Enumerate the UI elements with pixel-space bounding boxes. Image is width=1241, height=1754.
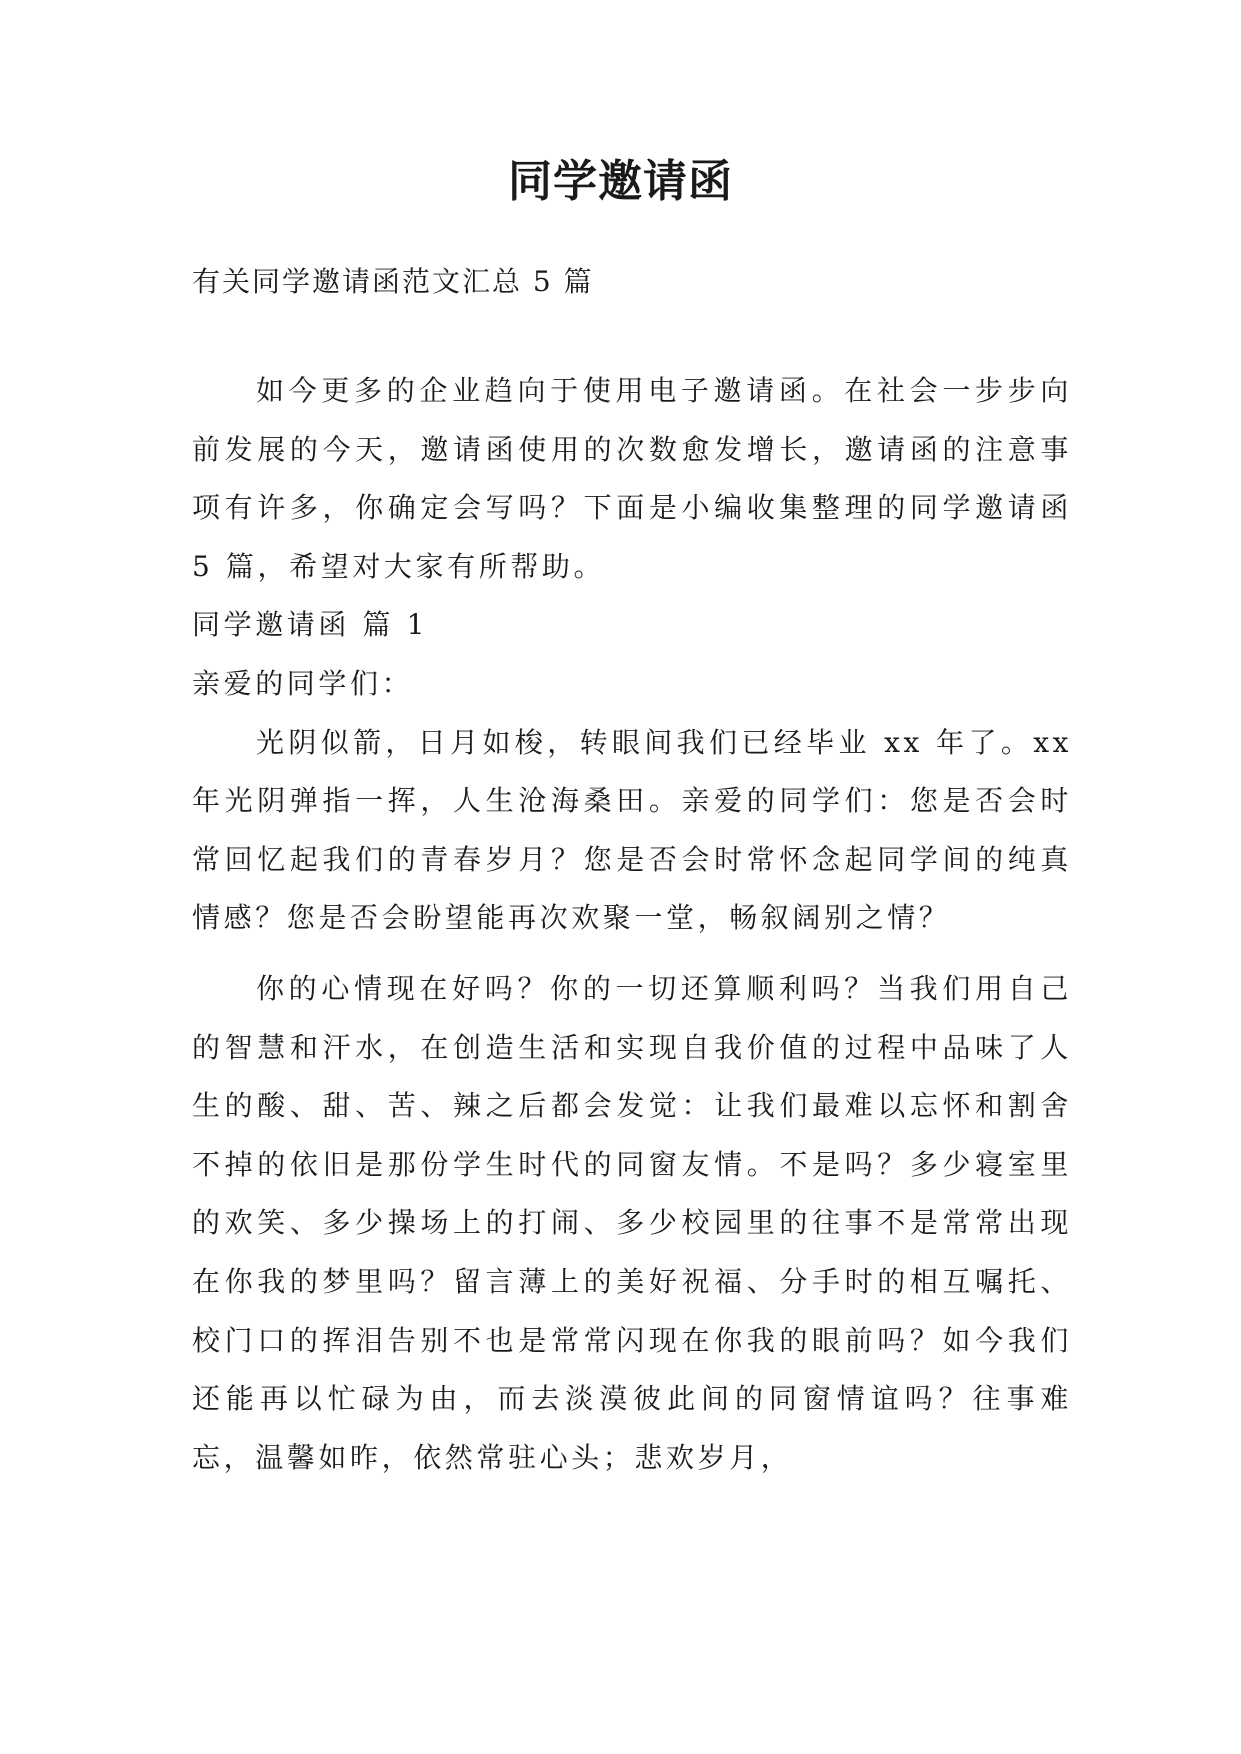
document-title: 同学邀请函 xyxy=(508,156,733,207)
body-paragraph-1: 光阴似箭，日月如梭，转眼间我们已经毕业 xx 年了。xx 年光阴弹指一挥，人生沧海桑田。亲爱的同学们：您是否会时常回忆起我们的青春岁月？您是否会时常怀念起同学间的纯真情感？您是否会盼望能再次欢聚一堂，畅叙阔别之情？ xyxy=(192,725,1072,935)
greeting: 亲爱的同学们： xyxy=(192,666,414,700)
document-body xyxy=(192,362,1072,1487)
body-paragraph-2: 你的心情现在好吗？你的一切还算顺利吗？当我们用自己的智慧和汗水，在创造生活和实现自我价值的过程中品味了人生的酸、甜、苦、辣之后都会发觉：让我们最难以忘怀和割舍不掉的依旧是那份学生时代的同窗友情。不是吗？多少寝室里的欢笑、多少操场上的打闹、多少校园里的往事不是常常出现在你我的梦里吗？留言薄上的美好祝福、分手时的相互嘱托、校门口的挥泪告别不也是常常闪现在你我的眼前吗？如今我们还能再以忙碌为由，而去淡漠彼此间的同窗情谊吗？往事难忘，温馨如昨，依然常驻心头；悲欢岁月， xyxy=(192,971,1072,1474)
document-subtitle: 有关同学邀请函范文汇总 5 篇 xyxy=(192,265,594,298)
section-heading: 同学邀请函 篇 1 xyxy=(192,608,429,642)
intro-paragraph: 如今更多的企业趋向于使用电子邀请函。在社会一步步向前发展的今天，邀请函使用的次数愈发增长，邀请函的注意事项有许多，你确定会写吗？下面是小编收集整理的同学邀请函 5 篇，希望对大家有所帮助。 xyxy=(192,374,1072,583)
